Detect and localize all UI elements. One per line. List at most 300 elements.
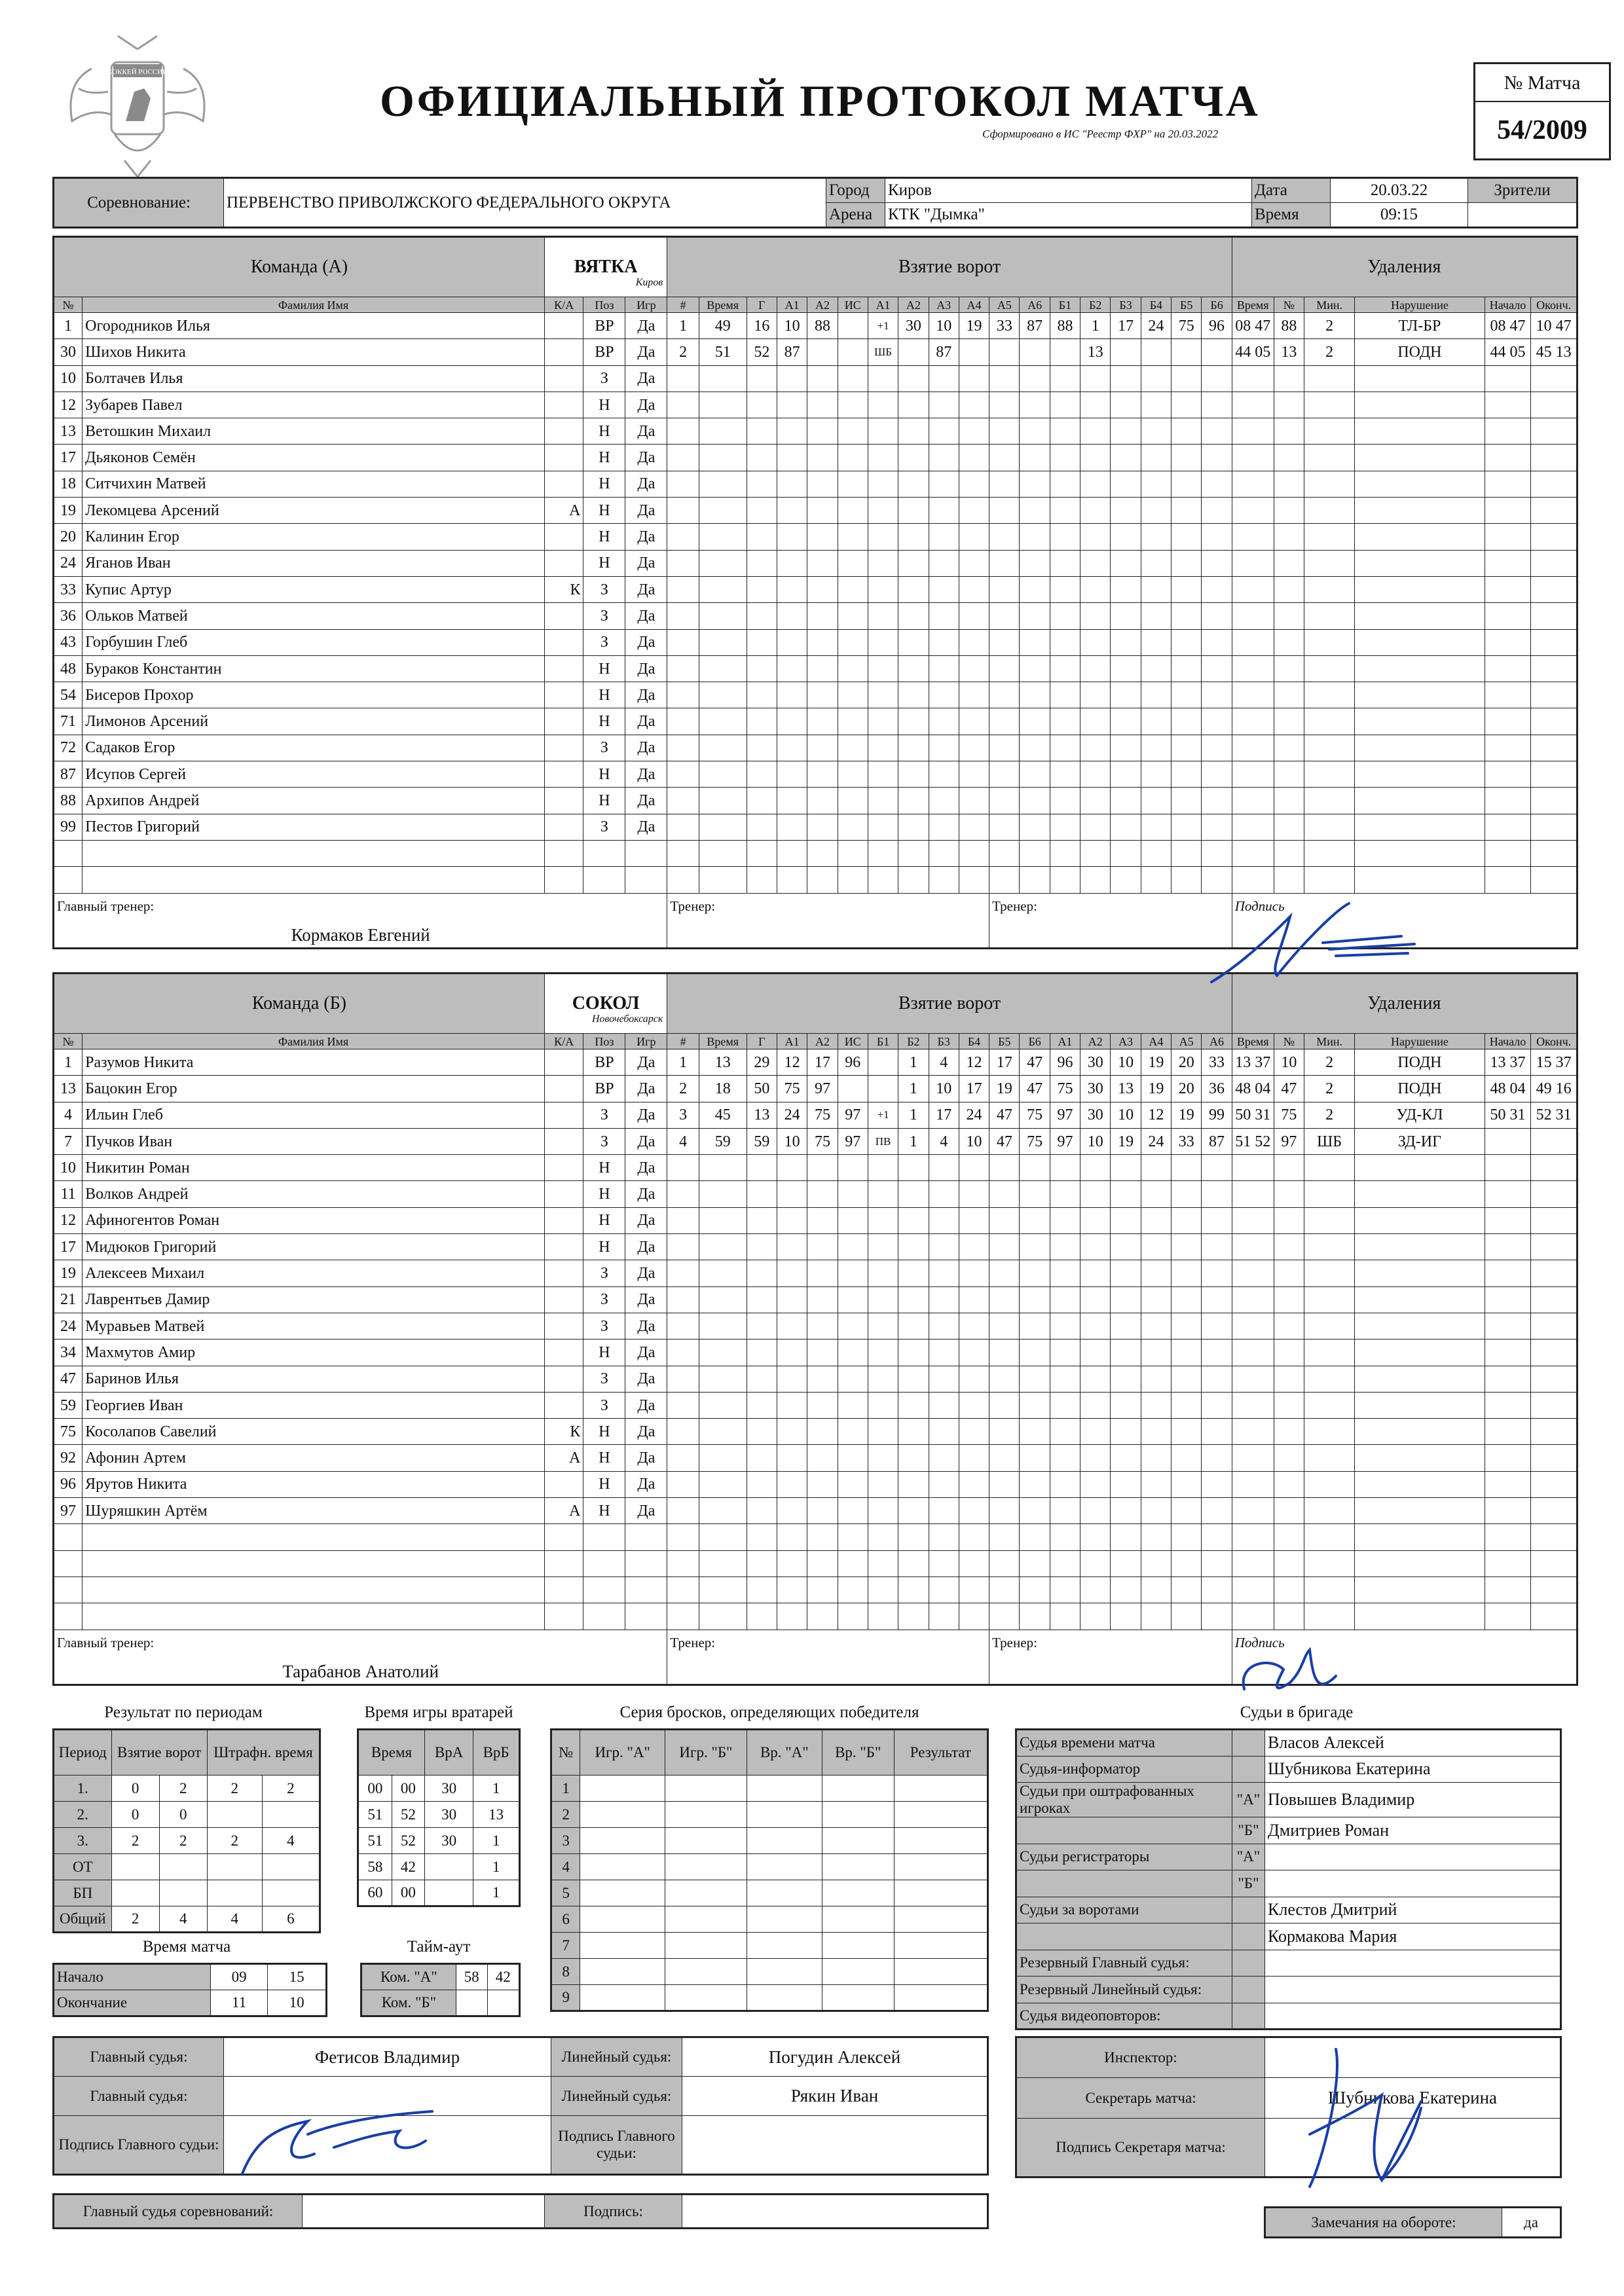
teamB-goal-cell: 10 — [1111, 1049, 1141, 1076]
teamA-player-number: 18 — [54, 471, 83, 497]
goalie-cell — [425, 1854, 473, 1880]
shootout-no: 2 — [551, 1802, 580, 1828]
teamB-goal-cell — [1202, 1603, 1232, 1630]
referee-role: Резервный Главный судья: — [1016, 1950, 1232, 1977]
teamA-goal-cell — [1202, 840, 1232, 866]
teamA-goal-cell — [747, 840, 777, 866]
teamA-goal-cell — [667, 445, 699, 471]
shootout-cell — [580, 1854, 665, 1880]
teamB-goal-cell: 17 — [989, 1049, 1020, 1076]
teamA-pen-infraction — [1355, 603, 1485, 629]
teamA-goal-cell — [699, 524, 747, 550]
period-cell: 2. — [54, 1802, 112, 1828]
teamA-goal-cell — [667, 471, 699, 497]
linesman-2-label: Линейный судья: — [551, 2077, 682, 2116]
teamA-goal-cell — [838, 498, 868, 524]
spectators-value — [1468, 203, 1578, 228]
teamB-goal-cell — [898, 1155, 929, 1181]
teamB-goal-cell — [868, 1313, 898, 1339]
teamA-player-number — [54, 867, 83, 893]
teamB-goal-cell — [699, 1603, 747, 1630]
teamB-goal-cell — [1141, 1234, 1171, 1260]
timeout-table — [360, 1963, 521, 2017]
teamA-goal-cell — [777, 814, 807, 840]
teamA-goal-cell — [807, 524, 838, 550]
teamB-goal-cell — [1020, 1234, 1050, 1260]
teamB-player-plays: Да — [625, 1102, 667, 1128]
arena-label: Арена — [826, 203, 885, 228]
referee-name — [1265, 1950, 1561, 1977]
teamA-goal-cell — [989, 761, 1020, 788]
teamB-player-plays: Да — [625, 1181, 667, 1207]
teamB-player-number: 11 — [54, 1181, 83, 1207]
teamA-onice-col-2: А3 — [929, 297, 959, 313]
teamB-player-plays: Да — [625, 1339, 667, 1366]
teamA-player-name: Купис Артур — [83, 576, 545, 602]
teamA-goal-cell — [667, 708, 699, 735]
teamB-player-row — [54, 1234, 1578, 1260]
shootout-cell — [894, 1776, 987, 1802]
teamA-player-plays: Да — [625, 365, 667, 392]
referee-row — [1016, 1977, 1561, 2003]
period-cell: 3. — [54, 1828, 112, 1854]
teamA-goal-cell: 1 — [1080, 313, 1111, 339]
shootout-cell — [747, 1906, 822, 1933]
teamB-goal-cell — [838, 1392, 868, 1418]
teamA-goal-cell: 17 — [1111, 313, 1141, 339]
shootout-row — [551, 1802, 988, 1828]
teamA-pen-end — [1531, 498, 1578, 524]
end-hours: 11 — [211, 1990, 268, 2016]
timeout-b-min — [456, 1990, 487, 2016]
teamA-header-row — [54, 237, 1578, 297]
teamB-goal-cell — [777, 1392, 807, 1418]
teamB-goal-cell — [1050, 1524, 1080, 1550]
teamB-player-position: З — [583, 1392, 625, 1418]
teamA-goal-cell — [1080, 840, 1111, 866]
teamA-goal-cell — [777, 788, 807, 814]
teamB-goal-cell — [667, 1313, 699, 1339]
teamA-pen-time — [1232, 603, 1274, 629]
teamB-pen-player: 75 — [1274, 1102, 1304, 1128]
teamA-pen-end — [1531, 814, 1578, 840]
teamA-goal-cell — [929, 761, 959, 788]
teamB-goal-cell — [1080, 1550, 1111, 1576]
teamB-player-position: З — [583, 1313, 625, 1339]
teamA-goal-cell — [807, 814, 838, 840]
start-minutes: 15 — [268, 1964, 327, 1990]
teamA-pen-infraction: ТЛ-БР — [1355, 313, 1485, 339]
teamA-player-number: 54 — [54, 682, 83, 708]
teamB-goal-cell — [1080, 1392, 1111, 1418]
teamB-goal-cell — [747, 1155, 777, 1181]
teamB-player-position: ВР — [583, 1049, 625, 1076]
teamB-goal-cell: 17 — [959, 1076, 989, 1102]
teamB-goal-col-1: Время — [699, 1034, 747, 1049]
shootout-cell — [894, 1854, 987, 1880]
teamB-goal-cell — [699, 1313, 747, 1339]
teamB-player-name: Афонин Артем — [83, 1445, 545, 1471]
teamA-goal-cell — [777, 761, 807, 788]
competition-name: ПЕРВЕНСТВО ПРИВОЛЖСКОГО ФЕДЕРАЛЬНОГО ОКРУГА — [224, 178, 826, 228]
teamA-pen-infraction: ПОДН — [1355, 339, 1485, 365]
teamB-pen-minutes — [1304, 1286, 1355, 1313]
teamA-goal-cell — [898, 576, 929, 602]
teamA-goal-cell: 49 — [699, 313, 747, 339]
teamA-onice-col-1: А2 — [898, 297, 929, 313]
teamA-goal-cell — [747, 498, 777, 524]
teamB-goal-cell — [747, 1207, 777, 1233]
teamB-goal-cell — [1050, 1155, 1080, 1181]
teamA-player-position: Н — [583, 524, 625, 550]
teamA-pen-end — [1531, 655, 1578, 682]
teamB-player-row — [54, 1313, 1578, 1339]
referee-row — [1016, 1783, 1561, 1817]
teamB-goal-cell: 19 — [1141, 1076, 1171, 1102]
teamB-city: Новочебоксарск — [591, 1013, 663, 1025]
teamA-goal-cell — [959, 682, 989, 708]
teamA-goal-cell — [989, 603, 1020, 629]
teamA-goal-cell — [898, 788, 929, 814]
teamA-goal-cell — [1111, 392, 1141, 418]
teamB-goal-cell — [1080, 1576, 1111, 1603]
shootout-no: 3 — [551, 1828, 580, 1854]
teamA-pen-minutes — [1304, 524, 1355, 550]
teamA-goal-cell — [747, 814, 777, 840]
teamB-onice-col-8: А3 — [1111, 1034, 1141, 1049]
teamA-goal-cell — [1202, 550, 1232, 576]
teamB-goal-cell — [868, 1366, 898, 1392]
teamA-pen-end — [1531, 761, 1578, 788]
teamB-goal-cell: 1 — [898, 1128, 929, 1154]
teamA-goal-cell: 88 — [1050, 313, 1080, 339]
teamA-goal-cell — [1080, 550, 1111, 576]
period-cell: БП — [54, 1880, 112, 1906]
teamA-goal-cell — [1080, 498, 1111, 524]
teamB-goal-cell — [1020, 1603, 1050, 1630]
teamB-goal-cell: 1 — [898, 1076, 929, 1102]
teamA-goal-cell — [1172, 867, 1202, 893]
teamA-pen-start — [1485, 655, 1531, 682]
teamA-goal-cell — [1202, 761, 1232, 788]
teamB-goal-cell — [838, 1155, 868, 1181]
teamB-player-role — [544, 1550, 583, 1576]
teamA-player-number: 33 — [54, 576, 83, 602]
teamB-goal-cell — [989, 1392, 1020, 1418]
teamB-goal-cell — [807, 1550, 838, 1576]
referee-row — [1016, 1897, 1561, 1923]
teamB-goal-cell: 75 — [777, 1076, 807, 1102]
teamA-pen-infraction — [1355, 682, 1485, 708]
teamB-pen-player — [1274, 1286, 1304, 1313]
teamA-goal-cell — [1050, 840, 1080, 866]
teamA-player-role — [544, 471, 583, 497]
chief-referee-signature — [236, 2102, 485, 2180]
teamB-pen-player — [1274, 1550, 1304, 1576]
teamA-goal-cell — [747, 418, 777, 445]
teamA-goal-cell — [929, 682, 959, 708]
teamB-goal-cell — [1141, 1181, 1171, 1207]
teamA-player-number: 13 — [54, 418, 83, 445]
teamB-player-plays: Да — [625, 1392, 667, 1418]
teamA-player-number: 36 — [54, 603, 83, 629]
shootout-cell — [894, 1959, 987, 1985]
goalie-cell: 1 — [473, 1828, 520, 1854]
teamA-pen-player — [1274, 392, 1304, 418]
teamB-onice-col-2: Б3 — [929, 1034, 959, 1049]
teamA-goal-cell — [898, 629, 929, 655]
teamB-goal-cell — [959, 1366, 989, 1392]
teamB-goal-cell — [667, 1471, 699, 1497]
teamB-goal-cell — [777, 1603, 807, 1630]
teamA-goal-cell — [929, 524, 959, 550]
teamB-goal-cell — [989, 1419, 1020, 1445]
period-cell: 4 — [159, 1906, 207, 1933]
teamA-goal-col-1: Время — [699, 297, 747, 313]
teamB-goal-cell — [777, 1181, 807, 1207]
teamB-goal-cell: 33 — [1202, 1049, 1232, 1076]
teamB-goal-cell — [1202, 1286, 1232, 1313]
teamB-goal-cell — [898, 1207, 929, 1233]
teamA-goal-cell — [1141, 682, 1171, 708]
teamB-player-name — [83, 1550, 545, 1576]
teamA-player-plays: Да — [625, 392, 667, 418]
teamA-goal-cell — [838, 708, 868, 735]
teamA-goal-col-5: ИС — [838, 297, 868, 313]
period-cell: ОТ — [54, 1854, 112, 1880]
teamA-goal-cell — [929, 629, 959, 655]
teamB-player-row — [54, 1366, 1578, 1392]
goalie-row — [358, 1828, 520, 1854]
teamA-goal-cell — [1080, 524, 1111, 550]
referee-row — [1016, 1817, 1561, 1844]
teamA-goal-cell — [1080, 445, 1111, 471]
teamA-goal-cell — [667, 814, 699, 840]
teamA-pen-infraction — [1355, 867, 1485, 893]
teamB-player-position: З — [583, 1286, 625, 1313]
teamA-goal-cell — [699, 840, 747, 866]
teamA-goal-cell — [1172, 840, 1202, 866]
teamB-pen-player — [1274, 1313, 1304, 1339]
teamA-goal-cell — [868, 498, 898, 524]
teamA-goal-cell — [868, 445, 898, 471]
teamB-pen-time — [1232, 1392, 1274, 1418]
teamA-goal-cell — [959, 629, 989, 655]
period-cell — [262, 1880, 320, 1906]
teamB-goal-cell — [989, 1181, 1020, 1207]
teamA-player-plays: Да — [625, 788, 667, 814]
teamB-pen-player — [1274, 1181, 1304, 1207]
teamA-player-name: Калинин Егор — [83, 524, 545, 550]
teamB-goal-cell — [989, 1498, 1020, 1524]
teamB-goal-cell — [1111, 1419, 1141, 1445]
teamB-goal-cell — [777, 1313, 807, 1339]
teamB-goal-cell — [929, 1339, 959, 1366]
teamA-goal-cell — [1050, 761, 1080, 788]
shootout-cell — [822, 1828, 894, 1854]
teamB-goal-cell — [807, 1576, 838, 1603]
teamA-goal-cell — [868, 418, 898, 445]
teamB-goal-cell — [699, 1419, 747, 1445]
teamB-pen-infraction — [1355, 1419, 1485, 1445]
teamA-goal-cell — [1050, 445, 1080, 471]
teamA-goal-cell — [1202, 445, 1232, 471]
teamB-pen-minutes — [1304, 1234, 1355, 1260]
teamB-pen-player — [1274, 1207, 1304, 1233]
teamB-goal-cell — [777, 1207, 807, 1233]
teamA-pen-infraction — [1355, 576, 1485, 602]
teamA-goal-cell — [1202, 655, 1232, 682]
teamA-goal-cell — [898, 498, 929, 524]
teamB-player-number — [54, 1524, 83, 1550]
teamB-goal-cell: 75 — [807, 1128, 838, 1154]
teamB-goal-cell: 12 — [1141, 1102, 1171, 1128]
teamA-player-name: Дьяконов Семён — [83, 445, 545, 471]
teamB-goal-cell — [959, 1576, 989, 1603]
teamB-player-row — [54, 1155, 1578, 1181]
teamB-goal-cell — [1050, 1366, 1080, 1392]
teamA-pen-infraction — [1355, 445, 1485, 471]
teamA-goal-cell — [667, 365, 699, 392]
teamA-goal-cell — [699, 788, 747, 814]
teamB-col-play: Игр — [625, 1034, 667, 1049]
teamB-player-number: 13 — [54, 1076, 83, 1102]
timeout-title: Тайм-аут — [407, 1938, 471, 1956]
teamA-goal-cell — [989, 471, 1020, 497]
teamB-goal-cell — [1080, 1260, 1111, 1286]
shootout-cell — [665, 1802, 747, 1828]
teamB-player-number: 10 — [54, 1155, 83, 1181]
end-label: Окончание — [54, 1990, 211, 2016]
teamB-goal-cell: 1 — [898, 1102, 929, 1128]
teamA-goal-col-2: Г — [747, 297, 777, 313]
goalie-a-col: ВрА — [425, 1730, 473, 1776]
teamA-goal-cell: 16 — [747, 313, 777, 339]
teamB-goal-cell — [807, 1419, 838, 1445]
teamB-goal-cell — [1172, 1498, 1202, 1524]
teamB-goal-cell — [1080, 1286, 1111, 1313]
teamB-goal-cell — [747, 1339, 777, 1366]
teamB-coach-cell — [667, 1630, 989, 1685]
teamA-goal-cell — [1111, 498, 1141, 524]
shootout-cell — [822, 1854, 894, 1880]
teamA-pen-minutes — [1304, 735, 1355, 761]
teamB-goal-cell — [807, 1155, 838, 1181]
teamA-goal-cell — [1172, 550, 1202, 576]
referee-name: Повышев Владимир — [1265, 1783, 1561, 1817]
shootout-no: 1 — [551, 1776, 580, 1802]
teamB-player-number: 34 — [54, 1339, 83, 1366]
teamB-pen-minutes — [1304, 1313, 1355, 1339]
teamB-goal-cell — [1172, 1419, 1202, 1445]
teamA-pen-start — [1485, 735, 1531, 761]
teamA-goal-cell — [1202, 471, 1232, 497]
teamA-goal-cell — [1111, 682, 1141, 708]
teamA-player-role — [544, 524, 583, 550]
teamB-goal-cell — [868, 1550, 898, 1576]
teamA-pen-player — [1274, 761, 1304, 788]
teamB-pen-end — [1531, 1181, 1578, 1207]
teamB-player-name: Георгиев Иван — [83, 1392, 545, 1418]
teamA-goal-cell — [807, 550, 838, 576]
teamA-goal-cell — [1141, 365, 1171, 392]
teamA-goal-cell — [1141, 339, 1171, 365]
referee-role: Судьи за воротами — [1016, 1897, 1232, 1923]
teamA-player-role — [544, 629, 583, 655]
teamB-goal-cell — [777, 1366, 807, 1392]
referee-name: Клестов Дмитрий — [1265, 1897, 1561, 1923]
teamB-goal-cell — [1080, 1419, 1111, 1445]
teamA-pen-infraction — [1355, 788, 1485, 814]
teamA-goal-cell — [1080, 867, 1111, 893]
teamB-goal-cell — [667, 1550, 699, 1576]
teamA-goal-cell — [1020, 840, 1050, 866]
teamA-pen-time — [1232, 761, 1274, 788]
teamA-player-number: 43 — [54, 629, 83, 655]
teamA-goal-cell — [1111, 735, 1141, 761]
teamB-goal-cell — [868, 1419, 898, 1445]
teamB-goal-cell — [1141, 1603, 1171, 1630]
teamB-goal-cell — [699, 1181, 747, 1207]
teamA-goal-cell: 88 — [807, 313, 838, 339]
teamB-goal-cell — [777, 1471, 807, 1497]
teamA-goal-cell — [1080, 814, 1111, 840]
teamB-goal-cell — [959, 1419, 989, 1445]
teamB-goal-cell — [699, 1498, 747, 1524]
teamB-player-name — [83, 1524, 545, 1550]
teamB-onice-col-7: А2 — [1080, 1034, 1111, 1049]
teamB-goal-cell: 97 — [838, 1102, 868, 1128]
teamB-goal-cell: 4 — [667, 1128, 699, 1154]
teamB-pen-end — [1531, 1207, 1578, 1233]
teamA-goal-cell — [777, 682, 807, 708]
teamB-goal-cell — [929, 1181, 959, 1207]
teamB-goal-cell — [667, 1207, 699, 1233]
protocol-header — [52, 29, 1587, 180]
referee-side — [1232, 2003, 1265, 2030]
teamA-pen-infraction — [1355, 735, 1485, 761]
teamB-goal-cell: 4 — [929, 1049, 959, 1076]
teamA-player-plays: Да — [625, 761, 667, 788]
teamA-goal-cell — [959, 365, 989, 392]
teamB-goal-cell — [959, 1286, 989, 1313]
teamA-goal-cell — [1172, 471, 1202, 497]
teamB-pen-end — [1531, 1419, 1578, 1445]
teamB-goal-cell — [699, 1524, 747, 1550]
goalie-cell: 60 — [358, 1880, 392, 1906]
teamB-goal-cell — [807, 1366, 838, 1392]
teamB-goal-cell — [1050, 1498, 1080, 1524]
teamA-goal-cell — [747, 471, 777, 497]
teamA-goal-cell — [747, 550, 777, 576]
teamA-goal-cell — [1172, 365, 1202, 392]
teamB-goal-cell — [1202, 1260, 1232, 1286]
arena-value: КТК "Дымка" — [885, 203, 1252, 228]
teamA-goal-cell — [989, 339, 1020, 365]
teamB-pen-end — [1531, 1445, 1578, 1471]
teamB-goal-cell — [929, 1234, 959, 1260]
teamB-pen-start: 48 04 — [1485, 1076, 1531, 1102]
teamB-pen-infraction — [1355, 1260, 1485, 1286]
teamA-goal-col-3: А1 — [777, 297, 807, 313]
teamA-goal-cell — [868, 788, 898, 814]
team-b-table — [52, 972, 1578, 1686]
goalie-cell — [425, 1880, 473, 1906]
teamB-player-plays — [625, 1550, 667, 1576]
teamA-goal-cell — [838, 524, 868, 550]
teamA-goal-cell — [1141, 392, 1171, 418]
teamA-goal-cell — [1080, 708, 1111, 735]
